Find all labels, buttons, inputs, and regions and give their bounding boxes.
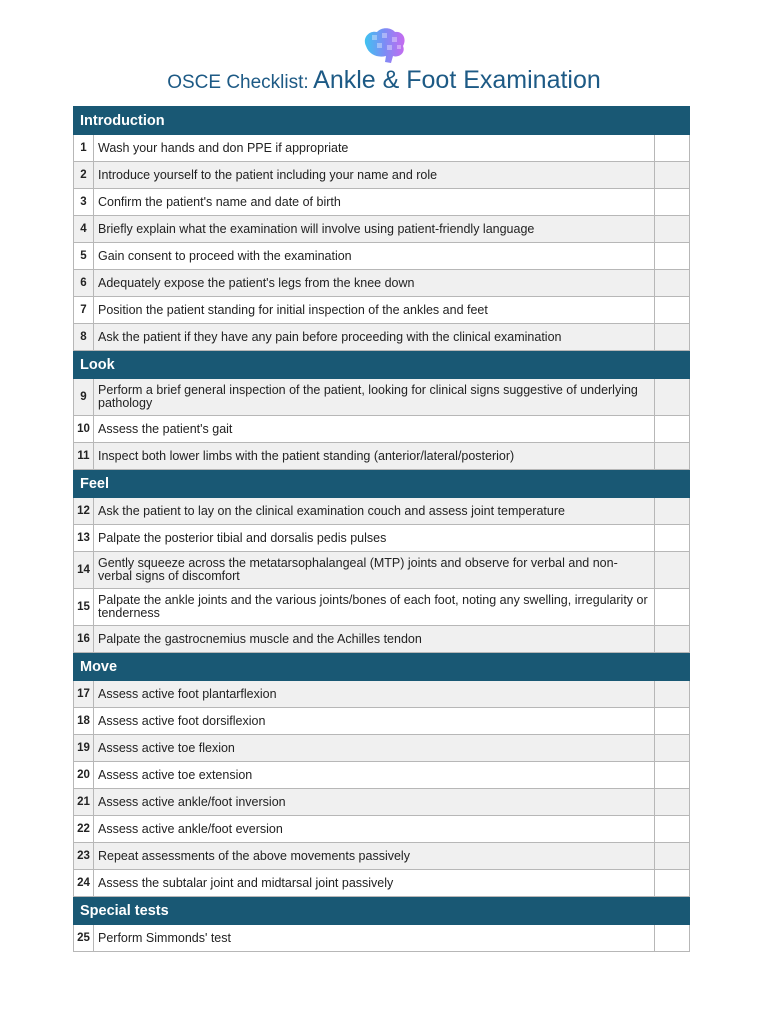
checkbox-cell[interactable] xyxy=(654,681,689,708)
item-text: Inspect both lower limbs with the patient standing (anterior/lateral/posterior) xyxy=(94,443,655,470)
checkbox-cell[interactable] xyxy=(654,379,689,416)
item-number: 11 xyxy=(74,443,94,470)
item-number: 9 xyxy=(74,379,94,416)
item-text: Assess active ankle/foot eversion xyxy=(94,816,655,843)
checklist-row xyxy=(74,626,690,653)
checklist-row xyxy=(74,708,690,735)
item-number: 23 xyxy=(74,843,94,870)
checkbox-cell[interactable] xyxy=(654,762,689,789)
checklist-row xyxy=(74,735,690,762)
item-text: Assess active toe flexion xyxy=(94,735,655,762)
item-number: 24 xyxy=(74,870,94,897)
item-number: 3 xyxy=(74,189,94,216)
item-text: Repeat assessments of the above movements passively xyxy=(94,843,655,870)
page-title xyxy=(0,66,768,95)
checklist-row xyxy=(74,162,690,189)
section-header xyxy=(74,351,690,379)
section-header xyxy=(74,107,690,135)
checkbox-cell[interactable] xyxy=(654,498,689,525)
title-prefix: OSCE Checklist: xyxy=(167,72,309,93)
section-title: Feel xyxy=(74,470,690,498)
item-text: Adequately expose the patient's legs from the knee down xyxy=(94,270,655,297)
checklist-row xyxy=(74,270,690,297)
checklist-row xyxy=(74,681,690,708)
checkbox-cell[interactable] xyxy=(654,324,689,351)
item-text: Palpate the posterior tibial and dorsalis pedis pulses xyxy=(94,525,655,552)
item-text: Assess the patient's gait xyxy=(94,416,655,443)
item-number: 22 xyxy=(74,816,94,843)
checkbox-cell[interactable] xyxy=(654,416,689,443)
item-text: Briefly explain what the examination will involve using patient-friendly language xyxy=(94,216,655,243)
item-text: Assess active ankle/foot inversion xyxy=(94,789,655,816)
checklist-row xyxy=(74,525,690,552)
checkbox-cell[interactable] xyxy=(654,789,689,816)
section-header xyxy=(74,653,690,681)
item-number: 17 xyxy=(74,681,94,708)
item-text: Assess the subtalar joint and midtarsal joint passively xyxy=(94,870,655,897)
item-text: Assess active foot plantarflexion xyxy=(94,681,655,708)
checklist-row xyxy=(74,243,690,270)
checklist-row xyxy=(74,925,690,952)
item-number: 7 xyxy=(74,297,94,324)
item-text: Ask the patient if they have any pain before proceeding with the clinical examination xyxy=(94,324,655,351)
checklist-row xyxy=(74,870,690,897)
item-number: 12 xyxy=(74,498,94,525)
checkbox-cell[interactable] xyxy=(654,925,689,952)
item-text: Palpate the gastrocnemius muscle and the Achilles tendon xyxy=(94,626,655,653)
item-number: 14 xyxy=(74,552,94,589)
checklist-row xyxy=(74,189,690,216)
item-number: 19 xyxy=(74,735,94,762)
checkbox-cell[interactable] xyxy=(654,589,689,626)
checkbox-cell[interactable] xyxy=(654,443,689,470)
checklist-row xyxy=(74,843,690,870)
section-title: Look xyxy=(74,351,690,379)
section-title: Special tests xyxy=(74,897,690,925)
checkbox-cell[interactable] xyxy=(654,843,689,870)
item-number: 18 xyxy=(74,708,94,735)
item-number: 20 xyxy=(74,762,94,789)
item-text: Palpate the ankle joints and the various joints/bones of each foot, noting any swelling, irregularity or tenderness xyxy=(94,589,655,626)
checkbox-cell[interactable] xyxy=(654,243,689,270)
item-text: Ask the patient to lay on the clinical examination couch and assess joint temperature xyxy=(94,498,655,525)
brain-logo-icon xyxy=(360,26,408,66)
item-number: 16 xyxy=(74,626,94,653)
item-number: 4 xyxy=(74,216,94,243)
item-number: 8 xyxy=(74,324,94,351)
item-number: 21 xyxy=(74,789,94,816)
checklist-table xyxy=(73,106,690,952)
section-header xyxy=(74,470,690,498)
item-text: Wash your hands and don PPE if appropriate xyxy=(94,135,655,162)
checkbox-cell[interactable] xyxy=(654,162,689,189)
checklist-row xyxy=(74,379,690,416)
checklist-row xyxy=(74,816,690,843)
item-text: Gain consent to proceed with the examination xyxy=(94,243,655,270)
checkbox-cell[interactable] xyxy=(654,135,689,162)
item-text: Assess active toe extension xyxy=(94,762,655,789)
checkbox-cell[interactable] xyxy=(654,735,689,762)
item-number: 2 xyxy=(74,162,94,189)
checklist-row xyxy=(74,324,690,351)
item-text: Perform Simmonds' test xyxy=(94,925,655,952)
checklist-row xyxy=(74,443,690,470)
item-text: Position the patient standing for initial inspection of the ankles and feet xyxy=(94,297,655,324)
checkbox-cell[interactable] xyxy=(654,189,689,216)
checklist-row xyxy=(74,416,690,443)
item-number: 5 xyxy=(74,243,94,270)
checklist-row xyxy=(74,297,690,324)
checkbox-cell[interactable] xyxy=(654,870,689,897)
checklist-row xyxy=(74,589,690,626)
item-number: 6 xyxy=(74,270,94,297)
checkbox-cell[interactable] xyxy=(654,708,689,735)
checkbox-cell[interactable] xyxy=(654,297,689,324)
item-text: Introduce yourself to the patient including your name and role xyxy=(94,162,655,189)
checkbox-cell[interactable] xyxy=(654,216,689,243)
item-number: 1 xyxy=(74,135,94,162)
item-text: Gently squeeze across the metatarsophalangeal (MTP) joints and observe for verbal and non-verbal signs of discomfort xyxy=(94,552,655,589)
checklist-row xyxy=(74,216,690,243)
checkbox-cell[interactable] xyxy=(654,626,689,653)
checkbox-cell[interactable] xyxy=(654,816,689,843)
section-title: Introduction xyxy=(74,107,690,135)
item-number: 13 xyxy=(74,525,94,552)
checklist-row xyxy=(74,135,690,162)
checkbox-cell[interactable] xyxy=(654,552,689,589)
checkbox-cell[interactable] xyxy=(654,525,689,552)
checkbox-cell[interactable] xyxy=(654,270,689,297)
checklist-row xyxy=(74,762,690,789)
title-main: Ankle & Foot Examination xyxy=(313,66,601,94)
checklist-row xyxy=(74,552,690,589)
section-title: Move xyxy=(74,653,690,681)
checklist-row xyxy=(74,789,690,816)
item-text: Confirm the patient's name and date of birth xyxy=(94,189,655,216)
item-text: Assess active foot dorsiflexion xyxy=(94,708,655,735)
item-number: 15 xyxy=(74,589,94,626)
item-number: 10 xyxy=(74,416,94,443)
section-header xyxy=(74,897,690,925)
item-text: Perform a brief general inspection of the patient, looking for clinical signs suggestive of underlying pathology xyxy=(94,379,655,416)
item-number: 25 xyxy=(74,925,94,952)
checklist-row xyxy=(74,498,690,525)
